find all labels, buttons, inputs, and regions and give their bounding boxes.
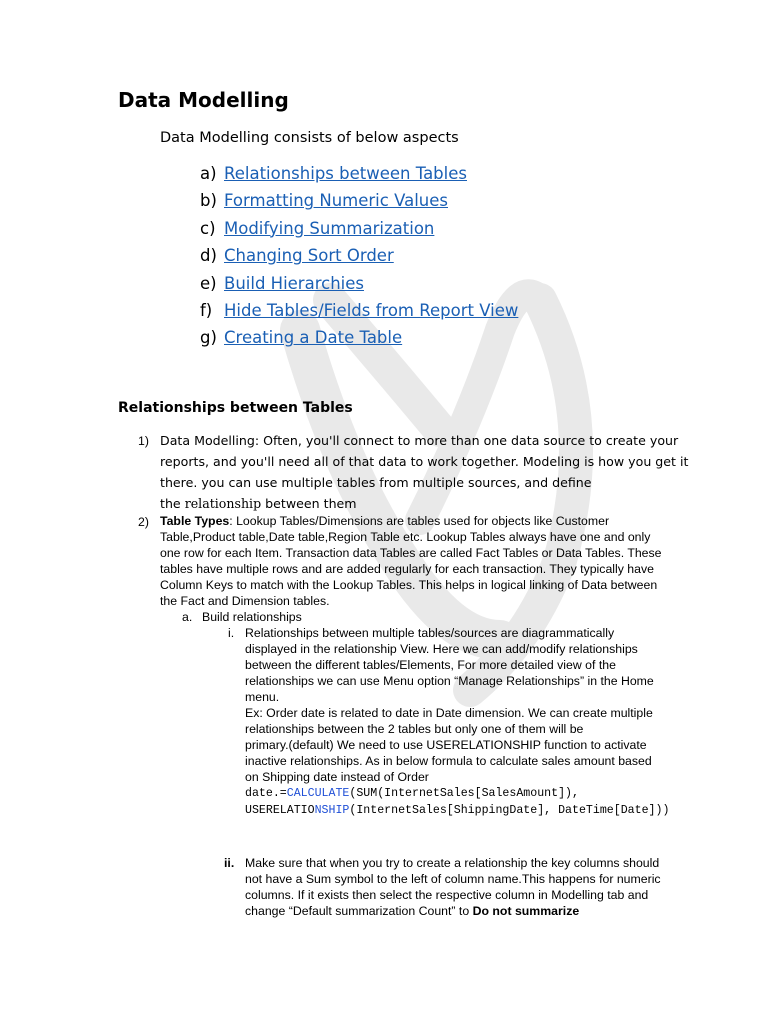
toc-item bbox=[200, 299, 518, 326]
do-not-summarize-text: Do not summarize bbox=[472, 904, 580, 918]
item-2-line: Table,Product table,Date table,Region Table etc. Lookup Tables always have one and only bbox=[160, 530, 651, 544]
sub-ii-last-line bbox=[245, 904, 579, 918]
sub-a-label: Build relationships bbox=[202, 610, 302, 624]
sub-i-line: relationships we can use Menu option “Manage Relationships” in the Home bbox=[245, 674, 654, 688]
sub-ii-line: Make sure that when you try to create a relationship the key columns should bbox=[245, 856, 660, 870]
toc-item bbox=[200, 217, 518, 244]
toc-link-hide-tables[interactable]: Hide Tables/Fields from Report View bbox=[224, 300, 519, 320]
sub-ii-line: columns. If it exists then select the respective column in Modelling tab and bbox=[245, 888, 649, 902]
sub-i-line: between the different tables/Elements, For more detailed view of the bbox=[245, 658, 616, 672]
code-text: USERELATIO bbox=[245, 804, 315, 817]
toc-letter: b) bbox=[200, 191, 217, 211]
document-title: Data Modelling bbox=[118, 88, 289, 112]
toc-item bbox=[200, 189, 518, 216]
toc-item bbox=[200, 272, 518, 299]
toc-letter: e) bbox=[200, 273, 217, 293]
sub-i-line: displayed in the relationship View. Here we can add/modify relationships bbox=[245, 642, 638, 656]
sub-i-line: Ex: Order date is related to date in Date dimension. We can create multiple bbox=[245, 706, 653, 720]
sub-ii-line: not have a Sum symbol to the left of column name.This happens for numeric bbox=[245, 872, 661, 886]
code-keyword: CALCULATE bbox=[286, 787, 350, 800]
code-text: (InternetSales[ShippingDate], DateTime[Date])) bbox=[349, 804, 670, 817]
sub-i-number: i. bbox=[228, 626, 235, 640]
toc-link-sort-order[interactable]: Changing Sort Order bbox=[224, 246, 394, 266]
toc-link-formatting[interactable]: Formatting Numeric Values bbox=[224, 191, 448, 211]
code-text: (SUM(InternetSales[SalesAmount]), bbox=[349, 787, 579, 800]
item-1-line-4 bbox=[160, 496, 357, 511]
table-types-label: Table Types bbox=[160, 514, 230, 528]
item-2-line: Column Keys to match with the Lookup Tables. This helps in logical linking of Data between bbox=[160, 578, 658, 592]
toc-item bbox=[200, 162, 518, 189]
intro-text: Data Modelling consists of below aspects bbox=[160, 130, 459, 146]
item-1-text: between them bbox=[265, 496, 357, 511]
item-1-line: there. you can use multiple tables from multiple sources, and define bbox=[160, 475, 592, 490]
toc-letter: g) bbox=[200, 328, 217, 348]
toc-item bbox=[200, 326, 518, 353]
item-1-line: Data Modelling: Often, you'll connect to more than one data source to create your bbox=[160, 433, 679, 448]
toc-link-summarization[interactable]: Modifying Summarization bbox=[224, 218, 435, 238]
sub-a-number: a. bbox=[182, 610, 193, 624]
sub-i-line: on Shipping date instead of Order bbox=[245, 770, 429, 784]
sub-i-line: relationships between the 2 tables but only one of them will be bbox=[245, 722, 584, 736]
toc-link-relationships[interactable]: Relationships between Tables bbox=[224, 164, 467, 183]
table-of-contents bbox=[200, 162, 518, 354]
sub-i-line: inactive relationships. As in below formula to calculate sales amount based bbox=[245, 754, 652, 768]
item-1-text: the bbox=[160, 496, 181, 511]
section-heading: Relationships between Tables bbox=[118, 400, 353, 416]
toc-letter: f) bbox=[200, 300, 213, 320]
item-2-line: tables have multiple rows and are added regularly for each transaction. They typically have bbox=[160, 562, 654, 576]
toc-letter: c) bbox=[200, 218, 216, 238]
toc-letter: a) bbox=[200, 164, 217, 183]
item-2-line: one row for each Item. Transaction data Tables are called Fact Tables or Data Tables. These bbox=[160, 546, 662, 560]
code-text: date.= bbox=[245, 787, 287, 800]
relationship-word: relationship bbox=[184, 496, 262, 511]
sub-i-line: menu. bbox=[245, 690, 280, 704]
item-2-text: : Lookup Tables/Dimensions are tables used for objects like Customer bbox=[229, 514, 610, 528]
item-2-line: the Fact and Dimension tables. bbox=[160, 594, 330, 608]
code-keyword: NSHIP bbox=[314, 804, 350, 817]
toc-letter: d) bbox=[200, 246, 217, 266]
code-line-1 bbox=[245, 787, 579, 800]
sub-ii-number: ii. bbox=[224, 856, 235, 870]
toc-link-hierarchies[interactable]: Build Hierarchies bbox=[224, 273, 364, 293]
item-1-number: 1) bbox=[138, 434, 149, 448]
sub-ii-text: change “Default summarization Count” to bbox=[245, 904, 473, 918]
code-line-2 bbox=[245, 804, 669, 817]
toc-link-date-table[interactable]: Creating a Date Table bbox=[224, 328, 403, 348]
item-2-number: 2) bbox=[138, 515, 149, 529]
item-1-line: reports, and you'll need all of that data to work together. Modeling is how you get it bbox=[160, 454, 689, 469]
sub-i-line: primary.(default) We need to use USERELATIONSHIP function to activate bbox=[245, 738, 647, 752]
toc-item bbox=[200, 244, 518, 271]
sub-i-line: Relationships between multiple tables/sources are diagrammatically bbox=[245, 626, 615, 640]
item-2-line-1 bbox=[160, 514, 609, 528]
